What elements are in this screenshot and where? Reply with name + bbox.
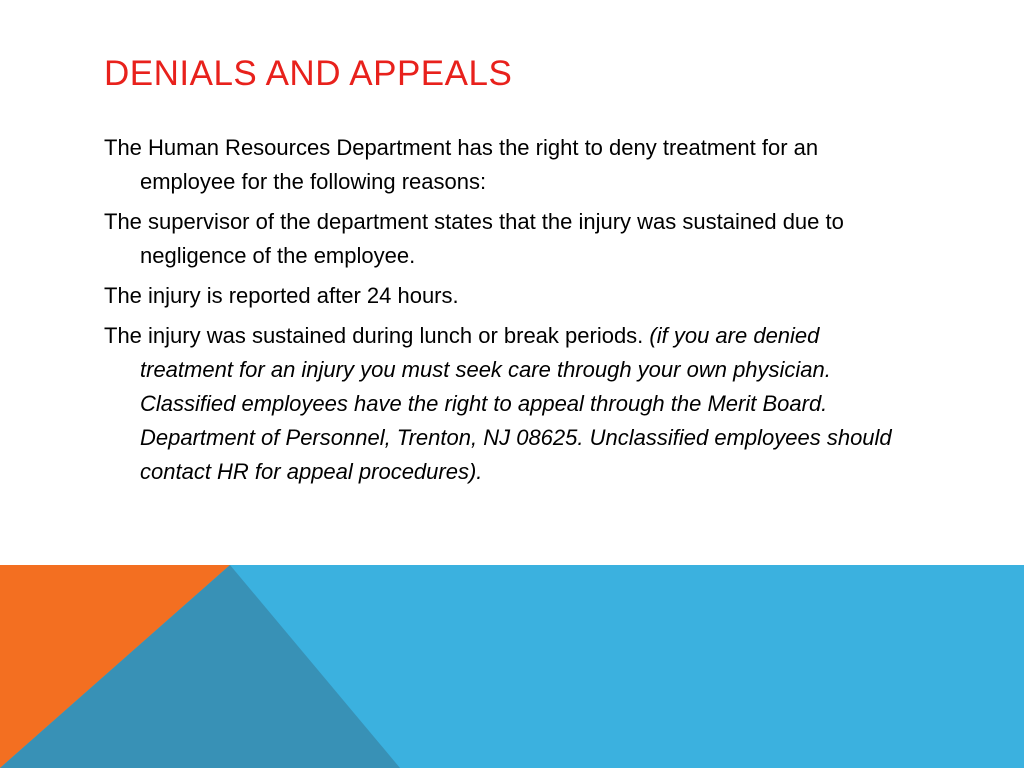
body-text — [104, 131, 916, 495]
paragraph-reason-negligence-text: The supervisor of the department states that the injury was sustained due to negligence of the employee. — [104, 209, 844, 268]
decorative-footer-band — [0, 565, 1024, 768]
paragraph-intro — [104, 131, 916, 199]
footer-graphic — [0, 565, 1024, 768]
paragraph-reason-break — [104, 319, 916, 489]
appeal-note: (if you are denied treatment for an injury you must seek care through your own physician. Classified employees have the right to appeal through the Merit Board. Department of Personnel, Trenton, NJ 08625. Unclassified employees should contact HR for appeal procedures). — [140, 323, 892, 484]
paragraph-reason-break-text: The injury was sustained during lunch or break periods. — [104, 323, 650, 348]
paragraph-reason-negligence — [104, 205, 916, 273]
paragraph-reason-late-report-text: The injury is reported after 24 hours. — [104, 283, 459, 308]
slide-title: DENIALS AND APPEALS — [104, 54, 513, 93]
paragraph-intro-text: The Human Resources Department has the right to deny treatment for an employee for the following reasons: — [104, 135, 819, 194]
paragraph-reason-late-report — [104, 279, 916, 313]
